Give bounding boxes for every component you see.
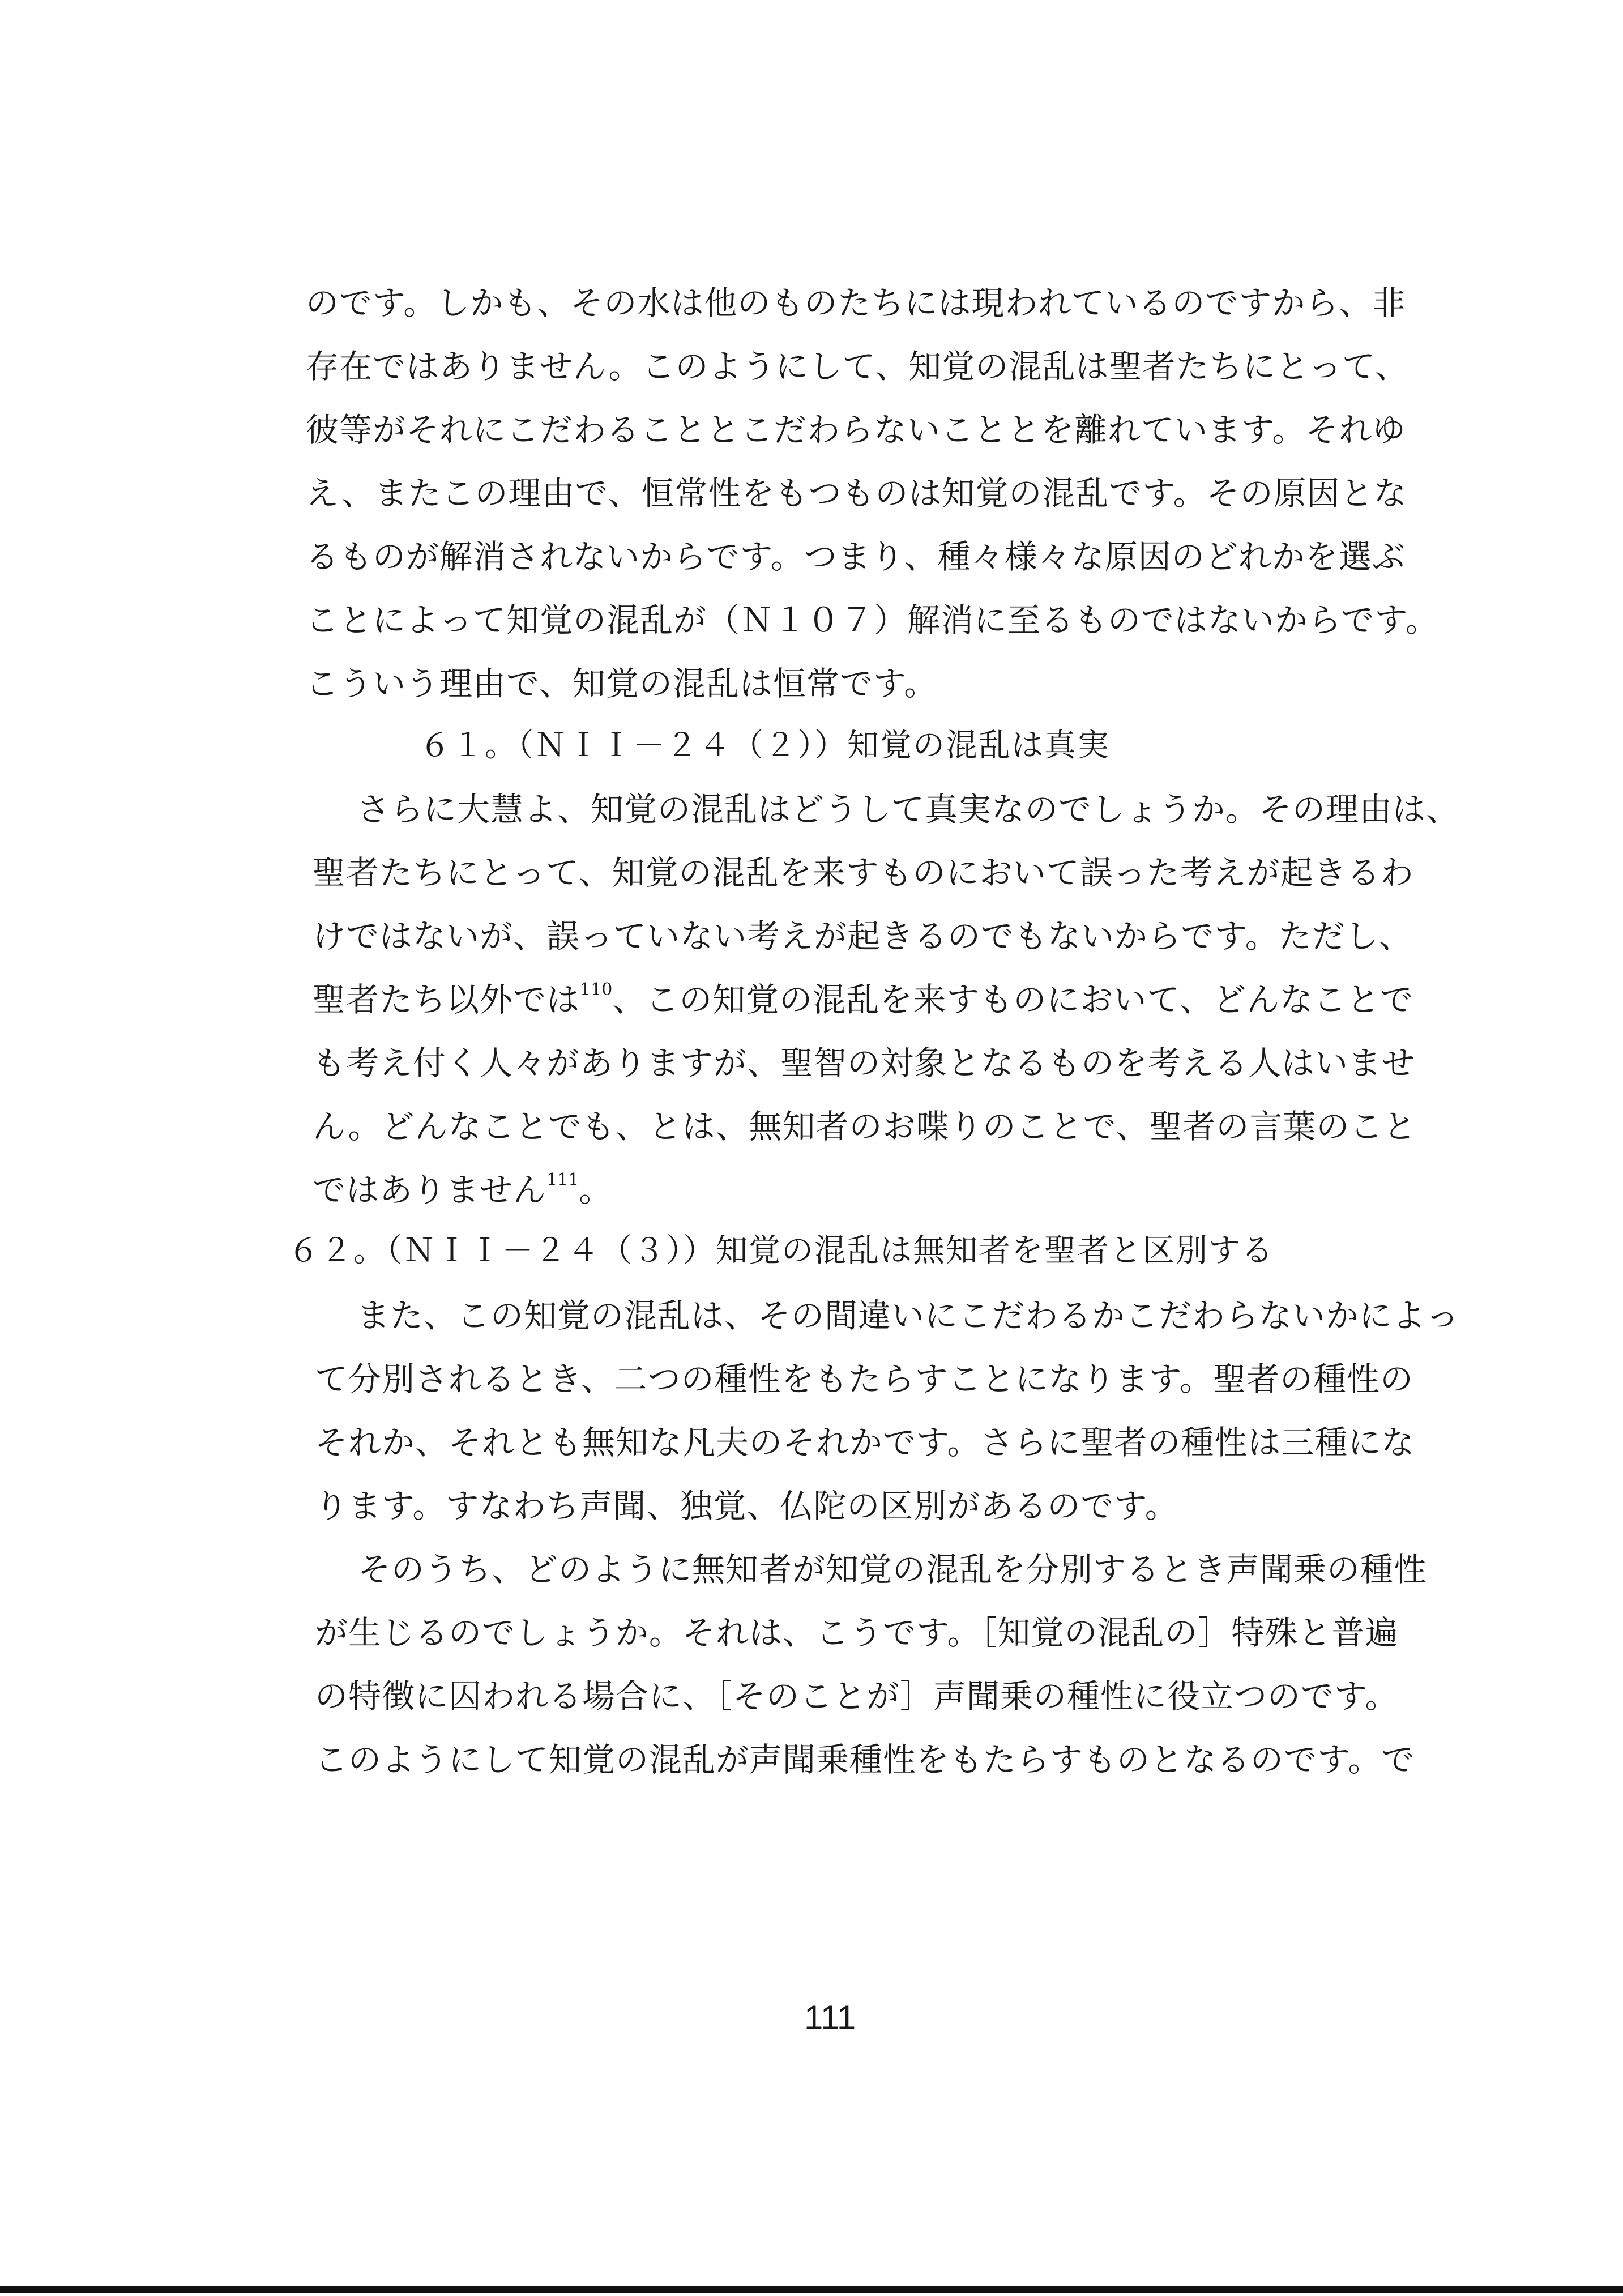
paragraph-4-line-2: が生じるのでしょうか。それは、こうです。［知覚の混乱の］特殊と普遍 [315,1614,1399,1652]
paragraph-1-line-4: え、またこの理由で、恒常性をもつものは知覚の混乱です。その原因とな [306,474,1407,513]
paragraph-2-line-4 [313,980,1413,1019]
paragraph-2-line-7 [313,1170,612,1210]
paragraph-2-line-4-text-a: 聖者たち以外では [313,980,580,1019]
section-heading-62: ６２。（ＮＩＩ－２４（３））知覚の混乱は無知者を聖者と区別する [288,1232,1274,1269]
paragraph-1-line-6: ことによって知覚の混乱が（Ｎ１０７）解消に至るものではないからです。 [306,601,1439,639]
page-number: 111 [804,1999,856,2037]
footnote-ref-111: 111 [546,1170,579,1190]
paragraph-2-line-5: も考え付く人々がありますが、聖智の対象となるものを考える人はいませ [313,1044,1416,1082]
paragraph-1-line-5: るものが解消されないからです。つまり、種々様々な原因のどれかを選ぶ [306,537,1406,576]
paragraph-1-line-1: のです。しかも、その水は他のものたちには現われているのですから、非 [306,284,1406,322]
paragraph-2-line-2: 聖者たちにとって、知覚の混乱を来すものにおいて誤った考えが起きるわ [313,853,1414,892]
paragraph-4-line-3: の特徴に囚われる場合に、［そのことが］声聞乗の種性に役立つのです。 [315,1677,1399,1715]
scan-bottom-edge [0,2286,1623,2293]
paragraph-2-line-7-text-b: 。 [579,1171,613,1209]
paragraph-4-line-4: このようにして知覚の混乱が声聞乗種性をもたらすものとなるのです。で [315,1740,1415,1779]
paragraph-2-line-1: さらに大慧よ、知覚の混乱はどうして真実なのでしょうか。その理由は、 [357,790,1460,829]
paragraph-3-line-2: て分別されるとき、二つの種性をもたらすことになります。聖者の種性の [315,1360,1414,1398]
paragraph-4-line-1: そのうち、どのように無知者が知覚の混乱を分別するとき声聞乗の種性 [358,1550,1428,1589]
paragraph-1-line-3: 彼等がそれにこだわることとこだわらないこととを離れています。それゆ [306,411,1406,449]
paragraph-1-line-7: こういう理由で、知覚の混乱は恒常です。 [306,664,938,703]
paragraph-3-line-1: また、この知覚の混乱は、その間違いにこだわるかこだわらないかによっ [357,1296,1460,1335]
section-heading-61: ６１。（ＮＩＩ－２４（２））知覚の混乱は真実 [419,727,1110,764]
paragraph-2-line-7-text-a: ではありません [313,1171,547,1209]
paragraph-1-line-2: 存在ではありません。このようにして、知覚の混乱は聖者たちにとって、 [306,347,1409,386]
paragraph-2-line-3: けではないが、誤っていない考えが起きるのでもないからです。ただし、 [313,917,1412,955]
paragraph-3-line-4: ります。すなわち声聞、独覚、仏陀の区別があるのです。 [315,1487,1178,1525]
paragraph-3-line-3: それか、それとも無知な凡夫のそれかです。さらに聖者の種性は三種にな [315,1423,1415,1462]
paragraph-2-line-4-text-b: 、この知覚の混乱を来すものにおいて、どんなことで [612,980,1414,1019]
footnote-ref-110: 110 [580,980,613,1000]
paragraph-2-line-6: ん。どんなことでも、とは、無知者のお喋りのことで、聖者の言葉のこと [313,1107,1417,1146]
